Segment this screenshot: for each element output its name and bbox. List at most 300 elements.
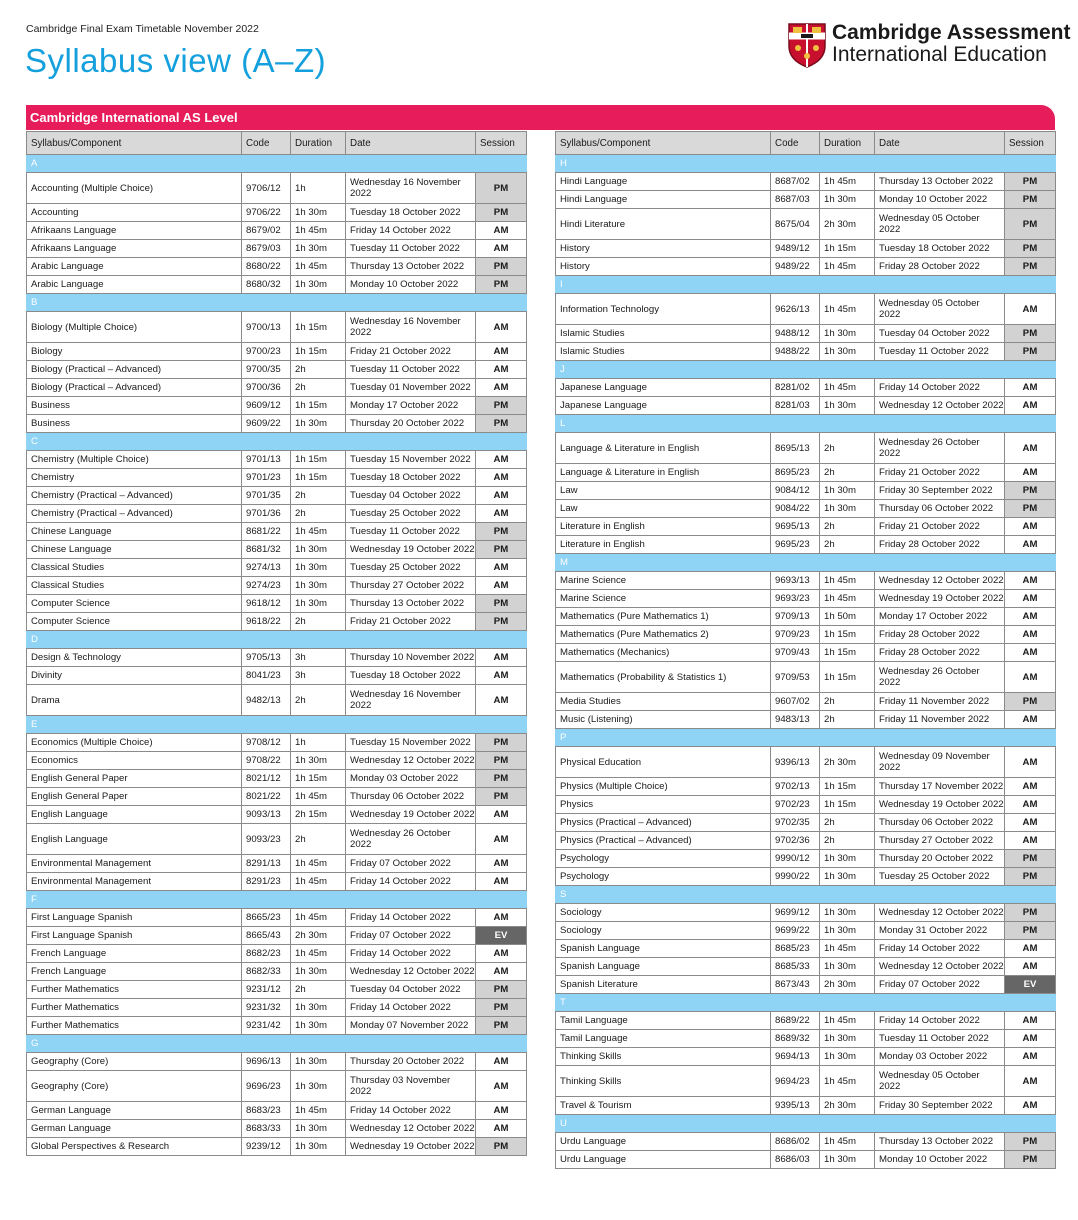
date-cell: Tuesday 11 October 2022 [875, 343, 1005, 361]
table-row [27, 577, 527, 595]
table-row [556, 590, 1056, 608]
duration-cell: 2h [820, 536, 875, 554]
syllabus-cell: Law [556, 482, 771, 500]
duration-cell: 1h 15m [291, 770, 346, 788]
table-row [27, 649, 527, 667]
table-row [27, 173, 527, 204]
code-cell: 9708/22 [242, 752, 291, 770]
syllabus-cell: Urdu Language [556, 1133, 771, 1151]
code-cell: 8021/12 [242, 770, 291, 788]
table-row [27, 222, 527, 240]
section-letter: U [556, 1115, 1056, 1133]
duration-cell: 1h 15m [820, 796, 875, 814]
date-cell: Friday 14 October 2022 [875, 379, 1005, 397]
code-cell: 8680/22 [242, 258, 291, 276]
table-row [556, 958, 1056, 976]
date-cell: Tuesday 25 October 2022 [346, 505, 476, 523]
table-row [27, 505, 527, 523]
table-row [27, 276, 527, 294]
table-row [27, 1071, 527, 1102]
date-cell: Thursday 13 October 2022 [346, 595, 476, 613]
session-cell: PM [476, 258, 527, 276]
table-row [556, 747, 1056, 778]
table-row [556, 976, 1056, 994]
code-cell: 9626/13 [771, 294, 820, 325]
code-cell: 8291/13 [242, 855, 291, 873]
table-row [556, 1133, 1056, 1151]
table-row [27, 855, 527, 873]
syllabus-cell: Literature in English [556, 536, 771, 554]
syllabus-cell: Chemistry (Practical – Advanced) [27, 505, 242, 523]
table-row [27, 343, 527, 361]
date-cell: Thursday 03 November 2022 [346, 1071, 476, 1102]
date-cell: Monday 17 October 2022 [346, 397, 476, 415]
code-cell: 8683/33 [242, 1120, 291, 1138]
date-cell: Friday 14 October 2022 [346, 1102, 476, 1120]
syllabus-cell: Environmental Management [27, 873, 242, 891]
session-cell: AM [476, 649, 527, 667]
syllabus-cell: Business [27, 415, 242, 433]
code-cell: 8685/23 [771, 940, 820, 958]
date-cell: Wednesday 12 October 2022 [346, 752, 476, 770]
date-cell: Friday 14 October 2022 [346, 945, 476, 963]
date-cell: Tuesday 04 October 2022 [875, 325, 1005, 343]
table-row [556, 500, 1056, 518]
code-cell: 8685/33 [771, 958, 820, 976]
table-row [27, 415, 527, 433]
date-cell: Tuesday 11 October 2022 [346, 523, 476, 541]
syllabus-cell: Biology (Practical – Advanced) [27, 379, 242, 397]
duration-cell: 1h 30m [820, 1151, 875, 1169]
date-cell: Thursday 17 November 2022 [875, 778, 1005, 796]
date-cell: Friday 14 October 2022 [875, 940, 1005, 958]
table-row [556, 518, 1056, 536]
syllabus-cell: Law [556, 500, 771, 518]
table-row [27, 770, 527, 788]
syllabus-cell: Computer Science [27, 613, 242, 631]
table-row [27, 685, 527, 716]
syllabus-cell: Mathematics (Pure Mathematics 1) [556, 608, 771, 626]
date-cell: Friday 28 October 2022 [875, 644, 1005, 662]
session-cell: AM [1005, 940, 1056, 958]
table-row [27, 873, 527, 891]
table-row [556, 662, 1056, 693]
logo-line2: International Education [832, 43, 1047, 66]
syllabus-cell: Economics (Multiple Choice) [27, 734, 242, 752]
duration-cell: 1h 15m [291, 343, 346, 361]
section-letter: J [556, 361, 1056, 379]
table-row [27, 361, 527, 379]
letter-section-row [27, 155, 527, 173]
duration-cell: 1h 15m [820, 778, 875, 796]
table-row [27, 595, 527, 613]
session-cell: AM [1005, 608, 1056, 626]
letter-section-row [27, 1035, 527, 1053]
table-body [556, 155, 1056, 1169]
table-row [27, 945, 527, 963]
date-cell: Tuesday 25 October 2022 [346, 559, 476, 577]
letter-section-row [556, 1115, 1056, 1133]
date-cell: Friday 30 September 2022 [875, 482, 1005, 500]
syllabus-cell: Information Technology [556, 294, 771, 325]
syllabus-cell: Chemistry (Multiple Choice) [27, 451, 242, 469]
code-cell: 8689/22 [771, 1012, 820, 1030]
duration-cell: 2h 30m [820, 209, 875, 240]
session-cell: AM [1005, 379, 1056, 397]
code-cell: 8673/43 [771, 976, 820, 994]
syllabus-cell: Economics [27, 752, 242, 770]
date-cell: Wednesday 12 October 2022 [346, 1120, 476, 1138]
session-cell: AM [1005, 711, 1056, 729]
duration-cell: 1h 45m [291, 258, 346, 276]
table-row [27, 559, 527, 577]
session-cell: AM [1005, 958, 1056, 976]
code-cell: 9702/35 [771, 814, 820, 832]
code-cell: 9488/12 [771, 325, 820, 343]
duration-cell: 2h [291, 361, 346, 379]
session-cell: AM [476, 963, 527, 981]
logo-line1: Cambridge Assessment [832, 21, 1071, 44]
duration-cell: 1h 45m [820, 173, 875, 191]
duration-cell: 1h 30m [291, 1053, 346, 1071]
table-row [556, 294, 1056, 325]
date-cell: Wednesday 12 October 2022 [346, 963, 476, 981]
duration-cell: 1h 30m [820, 1048, 875, 1066]
syllabus-cell: Geography (Core) [27, 1071, 242, 1102]
duration-cell: 1h 45m [291, 945, 346, 963]
code-cell: 9706/22 [242, 204, 291, 222]
table-row [27, 258, 527, 276]
session-cell: AM [476, 685, 527, 716]
syllabus-cell: French Language [27, 963, 242, 981]
session-cell: AM [1005, 1030, 1056, 1048]
letter-section-row [556, 276, 1056, 294]
letter-section-row [27, 294, 527, 312]
code-cell: 9084/12 [771, 482, 820, 500]
letter-section-row [556, 729, 1056, 747]
session-cell: PM [476, 770, 527, 788]
section-letter: D [27, 631, 527, 649]
col-syllabus: Syllabus/Component [27, 132, 242, 155]
duration-cell: 1h [291, 734, 346, 752]
session-cell: PM [1005, 850, 1056, 868]
session-cell: PM [476, 752, 527, 770]
col-syllabus: Syllabus/Component [556, 132, 771, 155]
code-cell: 9618/12 [242, 595, 291, 613]
duration-cell: 1h 15m [820, 240, 875, 258]
date-cell: Wednesday 19 October 2022 [875, 590, 1005, 608]
section-letter: L [556, 415, 1056, 433]
date-cell: Monday 17 October 2022 [875, 608, 1005, 626]
code-cell: 8695/23 [771, 464, 820, 482]
date-cell: Tuesday 25 October 2022 [875, 868, 1005, 886]
syllabus-cell: Tamil Language [556, 1030, 771, 1048]
letter-section-row [556, 886, 1056, 904]
code-cell: 8689/32 [771, 1030, 820, 1048]
code-cell: 9274/23 [242, 577, 291, 595]
code-cell: 9702/36 [771, 832, 820, 850]
duration-cell: 1h 45m [291, 788, 346, 806]
syllabus-cell: Physics (Practical – Advanced) [556, 832, 771, 850]
code-cell: 8291/23 [242, 873, 291, 891]
code-cell: 9701/13 [242, 451, 291, 469]
code-cell: 9990/12 [771, 850, 820, 868]
syllabus-cell: Sociology [556, 904, 771, 922]
code-cell: 9231/32 [242, 999, 291, 1017]
syllabus-cell: Spanish Language [556, 958, 771, 976]
date-cell: Tuesday 15 November 2022 [346, 734, 476, 752]
session-cell: PM [476, 415, 527, 433]
code-cell: 9696/13 [242, 1053, 291, 1071]
code-cell: 9395/13 [771, 1097, 820, 1115]
duration-cell: 1h 45m [820, 1133, 875, 1151]
duration-cell: 2h [291, 379, 346, 397]
duration-cell: 1h 45m [820, 1012, 875, 1030]
syllabus-cell: Divinity [27, 667, 242, 685]
duration-cell: 1h 30m [291, 240, 346, 258]
date-cell: Friday 07 October 2022 [346, 927, 476, 945]
code-cell: 9696/23 [242, 1071, 291, 1102]
code-cell: 9488/22 [771, 343, 820, 361]
duration-cell: 1h 30m [291, 1120, 346, 1138]
session-cell: PM [476, 173, 527, 204]
syllabus-cell: Arabic Language [27, 258, 242, 276]
date-cell: Wednesday 16 November 2022 [346, 173, 476, 204]
code-cell: 9695/23 [771, 536, 820, 554]
table-row [556, 796, 1056, 814]
syllabus-cell: Urdu Language [556, 1151, 771, 1169]
duration-cell: 1h 30m [291, 752, 346, 770]
code-cell: 8041/23 [242, 667, 291, 685]
session-cell: PM [476, 541, 527, 559]
duration-cell: 3h [291, 667, 346, 685]
syllabus-cell: German Language [27, 1102, 242, 1120]
session-cell: EV [476, 927, 527, 945]
syllabus-cell: Accounting [27, 204, 242, 222]
syllabus-cell: Japanese Language [556, 379, 771, 397]
code-cell: 9709/13 [771, 608, 820, 626]
syllabus-cell: Chinese Language [27, 523, 242, 541]
table-row [27, 487, 527, 505]
code-cell: 9699/22 [771, 922, 820, 940]
table-row [27, 734, 527, 752]
table-row [556, 482, 1056, 500]
syllabus-cell: Thinking Skills [556, 1066, 771, 1097]
syllabus-cell: Further Mathematics [27, 1017, 242, 1035]
syllabus-cell: Tamil Language [556, 1012, 771, 1030]
syllabus-cell: Afrikaans Language [27, 222, 242, 240]
table-row [556, 343, 1056, 361]
session-cell: PM [476, 788, 527, 806]
code-cell: 8281/03 [771, 397, 820, 415]
code-cell: 9700/36 [242, 379, 291, 397]
syllabus-cell: German Language [27, 1120, 242, 1138]
session-cell: AM [1005, 626, 1056, 644]
table-row [27, 963, 527, 981]
session-cell: PM [476, 981, 527, 999]
code-cell: 9609/12 [242, 397, 291, 415]
syllabus-cell: First Language Spanish [27, 927, 242, 945]
date-cell: Wednesday 19 October 2022 [346, 541, 476, 559]
table-row [27, 541, 527, 559]
date-cell: Friday 11 November 2022 [875, 693, 1005, 711]
duration-cell: 1h 30m [820, 191, 875, 209]
duration-cell: 1h 30m [820, 868, 875, 886]
table-row [27, 806, 527, 824]
date-cell: Wednesday 26 October 2022 [346, 824, 476, 855]
table-header-row [556, 132, 1056, 155]
syllabus-cell: Business [27, 397, 242, 415]
session-cell: AM [476, 1053, 527, 1071]
date-cell: Tuesday 01 November 2022 [346, 379, 476, 397]
code-cell: 8680/32 [242, 276, 291, 294]
session-cell: AM [476, 1071, 527, 1102]
table-row [27, 469, 527, 487]
duration-cell: 2h 30m [291, 927, 346, 945]
duration-cell: 1h 15m [291, 312, 346, 343]
syllabus-cell: Spanish Literature [556, 976, 771, 994]
session-cell: AM [476, 824, 527, 855]
table-row [27, 824, 527, 855]
syllabus-cell: Physics [556, 796, 771, 814]
session-cell: PM [476, 397, 527, 415]
col-session: Session [476, 132, 527, 155]
date-cell: Friday 14 October 2022 [875, 1012, 1005, 1030]
session-cell: PM [1005, 693, 1056, 711]
date-cell: Wednesday 12 October 2022 [875, 904, 1005, 922]
table-row [556, 240, 1056, 258]
session-cell: PM [1005, 240, 1056, 258]
session-cell: AM [476, 577, 527, 595]
code-cell: 8021/22 [242, 788, 291, 806]
date-cell: Friday 21 October 2022 [875, 464, 1005, 482]
syllabus-cell: Chemistry [27, 469, 242, 487]
code-cell: 9093/13 [242, 806, 291, 824]
duration-cell: 2h [291, 505, 346, 523]
syllabus-cell: Japanese Language [556, 397, 771, 415]
syllabus-cell: Thinking Skills [556, 1048, 771, 1066]
code-cell: 9489/12 [771, 240, 820, 258]
syllabus-cell: Arabic Language [27, 276, 242, 294]
duration-cell: 1h 30m [291, 999, 346, 1017]
date-cell: Tuesday 11 October 2022 [346, 361, 476, 379]
syllabus-cell: English Language [27, 806, 242, 824]
code-cell: 9231/12 [242, 981, 291, 999]
session-cell: PM [476, 1138, 527, 1156]
date-cell: Friday 14 October 2022 [346, 999, 476, 1017]
session-cell: AM [476, 559, 527, 577]
code-cell: 8681/22 [242, 523, 291, 541]
timetable-right [555, 131, 1056, 1169]
code-cell: 9694/13 [771, 1048, 820, 1066]
table-row [556, 868, 1056, 886]
code-cell: 9694/23 [771, 1066, 820, 1097]
code-cell: 8675/04 [771, 209, 820, 240]
qualification-banner [26, 105, 1055, 130]
syllabus-cell: Physics (Multiple Choice) [556, 778, 771, 796]
date-cell: Wednesday 12 October 2022 [875, 397, 1005, 415]
syllabus-cell: Classical Studies [27, 577, 242, 595]
code-cell: 9396/13 [771, 747, 820, 778]
duration-cell: 1h 45m [820, 940, 875, 958]
syllabus-cell: Language & Literature in English [556, 464, 771, 482]
table-row [556, 536, 1056, 554]
code-cell: 9700/13 [242, 312, 291, 343]
table-row [556, 433, 1056, 464]
date-cell: Thursday 20 October 2022 [346, 1053, 476, 1071]
syllabus-cell: Mathematics (Pure Mathematics 2) [556, 626, 771, 644]
session-cell: AM [476, 505, 527, 523]
section-letter: I [556, 276, 1056, 294]
session-cell: PM [1005, 1151, 1056, 1169]
duration-cell: 2h [820, 518, 875, 536]
syllabus-cell: Media Studies [556, 693, 771, 711]
date-cell: Thursday 13 October 2022 [346, 258, 476, 276]
table-header-row [27, 132, 527, 155]
table-row [27, 1017, 527, 1035]
code-cell: 9093/23 [242, 824, 291, 855]
code-cell: 8683/23 [242, 1102, 291, 1120]
date-cell: Friday 21 October 2022 [346, 613, 476, 631]
duration-cell: 1h 30m [291, 1071, 346, 1102]
document-title: Cambridge Final Exam Timetable November 2022 [26, 23, 259, 35]
date-cell: Monday 03 October 2022 [346, 770, 476, 788]
session-cell: PM [1005, 209, 1056, 240]
syllabus-cell: Mathematics (Probability & Statistics 1) [556, 662, 771, 693]
date-cell: Thursday 13 October 2022 [875, 173, 1005, 191]
code-cell: 8679/02 [242, 222, 291, 240]
duration-cell: 2h [820, 464, 875, 482]
table-row [556, 1030, 1056, 1048]
letter-section-row [556, 361, 1056, 379]
duration-cell: 1h 45m [820, 258, 875, 276]
table-row [27, 240, 527, 258]
table-row [556, 379, 1056, 397]
duration-cell: 1h 45m [291, 909, 346, 927]
session-cell: PM [1005, 922, 1056, 940]
duration-cell: 1h 45m [820, 379, 875, 397]
table-row [556, 922, 1056, 940]
shield-crest-icon [787, 22, 827, 68]
session-cell: AM [476, 312, 527, 343]
code-cell: 9701/23 [242, 469, 291, 487]
duration-cell: 1h 50m [820, 608, 875, 626]
code-cell: 9701/36 [242, 505, 291, 523]
syllabus-cell: Language & Literature in English [556, 433, 771, 464]
date-cell: Wednesday 19 October 2022 [346, 806, 476, 824]
session-cell: AM [476, 240, 527, 258]
date-cell: Wednesday 16 November 2022 [346, 312, 476, 343]
syllabus-cell: Global Perspectives & Research [27, 1138, 242, 1156]
duration-cell: 1h 45m [820, 572, 875, 590]
date-cell: Wednesday 26 October 2022 [875, 662, 1005, 693]
section-letter: F [27, 891, 527, 909]
session-cell: PM [476, 204, 527, 222]
table-row [27, 981, 527, 999]
duration-cell: 1h 30m [291, 963, 346, 981]
col-session: Session [1005, 132, 1056, 155]
session-cell: AM [476, 806, 527, 824]
syllabus-cell: Physics (Practical – Advanced) [556, 814, 771, 832]
code-cell: 8681/32 [242, 541, 291, 559]
duration-cell: 1h 45m [291, 1102, 346, 1120]
code-cell: 8695/13 [771, 433, 820, 464]
session-cell: AM [476, 343, 527, 361]
session-cell: AM [476, 855, 527, 873]
date-cell: Thursday 20 October 2022 [346, 415, 476, 433]
section-letter: E [27, 716, 527, 734]
syllabus-cell: Islamic Studies [556, 343, 771, 361]
